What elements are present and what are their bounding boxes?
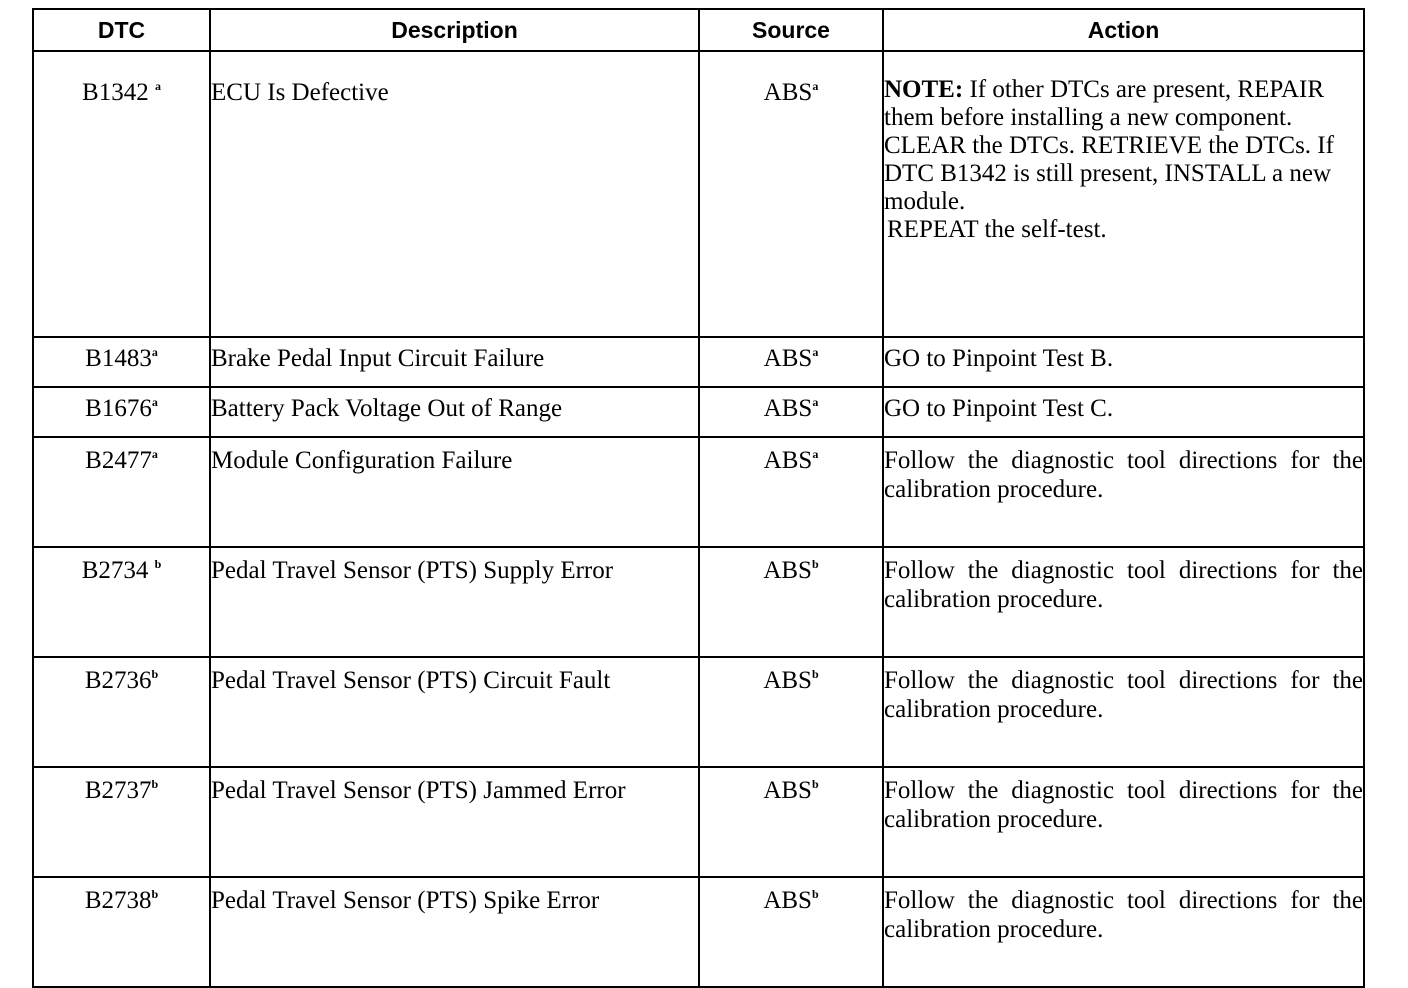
source: ABS [763, 557, 812, 584]
description-cell: Pedal Travel Sensor (PTS) Jammed Error [210, 767, 699, 877]
dtc-code-cell [33, 767, 210, 877]
description-cell: ECU Is Defective [210, 51, 699, 337]
dtc-footnote: b [151, 667, 159, 681]
action-line: REPEAT the self-test. [887, 216, 1107, 243]
dtc-footnote: b [151, 777, 159, 791]
description-cell: Pedal Travel Sensor (PTS) Spike Error [210, 877, 699, 987]
action-cell [883, 51, 1364, 337]
action-cell: GO to Pinpoint Test C. [883, 387, 1364, 437]
dtc-code: B2736 [84, 667, 152, 694]
header-dtc: DTC [33, 9, 210, 51]
source: ABS [763, 395, 813, 422]
source: ABS [763, 447, 813, 474]
dtc-footnote: a [151, 447, 158, 461]
dtc-code-cell [33, 877, 210, 987]
source-footnote: b [811, 557, 819, 571]
header-source: Source [699, 9, 883, 51]
source-footnote: b [811, 777, 819, 791]
table-row [33, 547, 1364, 657]
dtc-footnote: b [151, 887, 159, 901]
action-cell: Follow the diagnostic tool directions for the calibration procedure. [883, 767, 1364, 877]
table-row [33, 877, 1364, 987]
header-row [33, 9, 1364, 51]
source-cell [699, 387, 883, 437]
header-action: Action [883, 9, 1364, 51]
action-line: CLEAR the DTCs. RETRIEVE the DTCs. If DTC B1342 is still present, INSTALL a new module. [884, 132, 1334, 215]
header-description: Description [210, 9, 699, 51]
dtc-code-cell [33, 547, 210, 657]
dtc-code: B2737 [84, 777, 152, 804]
description-cell: Pedal Travel Sensor (PTS) Circuit Fault [210, 657, 699, 767]
dtc-code-cell [33, 387, 210, 437]
dtc-code: B2734 [81, 557, 149, 584]
description-cell: Module Configuration Failure [210, 437, 699, 547]
note-label: NOTE: [884, 76, 964, 103]
action-cell: Follow the diagnostic tool directions for the calibration procedure. [883, 547, 1364, 657]
source: ABS [763, 345, 813, 372]
dtc-footnote: a [154, 79, 161, 93]
source-footnote: a [812, 447, 819, 461]
dtc-code: B1483 [85, 345, 152, 372]
source-footnote: b [811, 887, 819, 901]
source: ABS [763, 79, 813, 106]
source: ABS [763, 667, 812, 694]
table-row [33, 387, 1364, 437]
source-cell [699, 547, 883, 657]
source-cell [699, 437, 883, 547]
action-cell: Follow the diagnostic tool directions for the calibration procedure. [883, 657, 1364, 767]
table-row [33, 767, 1364, 877]
source-cell [699, 657, 883, 767]
source-cell [699, 877, 883, 987]
source-footnote: b [811, 667, 819, 681]
source: ABS [763, 887, 812, 914]
description-cell: Brake Pedal Input Circuit Failure [210, 337, 699, 387]
dtc-code-cell [33, 437, 210, 547]
source-footnote: a [812, 345, 819, 359]
dtc-code: B2477 [85, 447, 152, 474]
source: ABS [763, 777, 812, 804]
dtc-code: B1342 [82, 79, 149, 106]
description-cell: Battery Pack Voltage Out of Range [210, 387, 699, 437]
dtc-code-cell [33, 51, 210, 337]
note-text: If other DTCs are present, REPAIR them before installing a new component. [884, 76, 1325, 131]
action-cell: Follow the diagnostic tool directions for the calibration procedure. [883, 437, 1364, 547]
dtc-footnote: a [151, 345, 158, 359]
dtc-code-cell [33, 337, 210, 387]
source-cell [699, 767, 883, 877]
source-cell [699, 51, 883, 337]
table-row [33, 337, 1364, 387]
dtc-footnote: a [151, 395, 158, 409]
dtc-footnote: b [154, 557, 162, 571]
table-row [33, 437, 1364, 547]
dtc-code-cell [33, 657, 210, 767]
table-row [33, 51, 1364, 337]
dtc-code: B1676 [85, 395, 152, 422]
source-footnote: a [812, 395, 819, 409]
action-cell: GO to Pinpoint Test B. [883, 337, 1364, 387]
description-cell: Pedal Travel Sensor (PTS) Supply Error [210, 547, 699, 657]
source-footnote: a [812, 79, 819, 93]
dtc-table [32, 8, 1365, 988]
source-cell [699, 337, 883, 387]
dtc-code: B2738 [84, 887, 152, 914]
action-cell: Follow the diagnostic tool directions for the calibration procedure. [883, 877, 1364, 987]
table-row [33, 657, 1364, 767]
